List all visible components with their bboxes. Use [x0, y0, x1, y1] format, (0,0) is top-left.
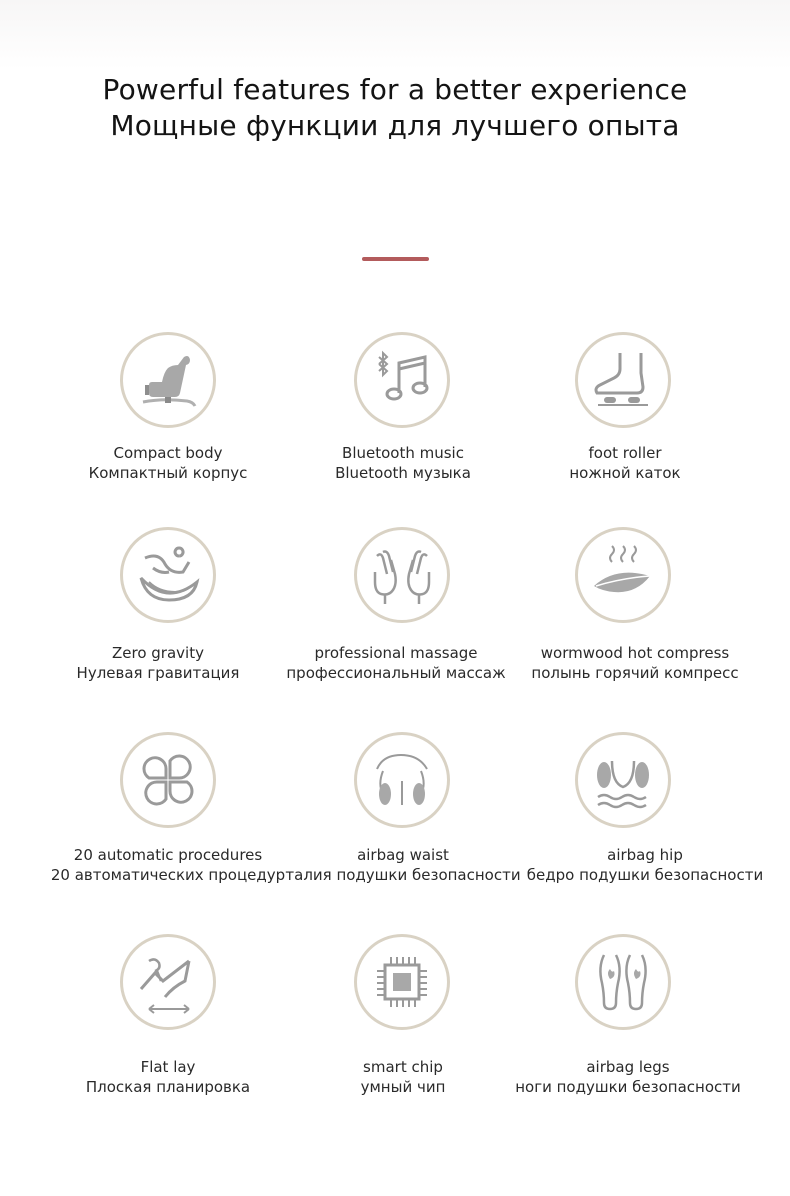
- zero-gravity-icon: [120, 527, 216, 623]
- airbag-waist-icon: [354, 732, 450, 828]
- feature-label-professional-massage: professional massage профессиональный массаж: [286, 644, 506, 682]
- airbag-legs-icon: [575, 934, 671, 1030]
- flat-lay-icon: [120, 934, 216, 1030]
- massage-chair-icon: [120, 332, 216, 428]
- page-title: [0, 72, 790, 144]
- feature-label-compact-body: Compact body Компактный корпус: [88, 444, 248, 482]
- feature-label-wormwood-hot-compress: wormwood hot compress полынь горячий компресс: [531, 644, 739, 682]
- airbag-hip-icon: [575, 732, 671, 828]
- chip-icon: [354, 934, 450, 1030]
- feature-label-airbag-legs: airbag legs ноги подушки безопасности: [515, 1058, 741, 1096]
- wormwood-leaf-icon: [575, 527, 671, 623]
- title-russian: Мощные функции для лучшего опыта: [110, 109, 680, 142]
- feature-label-flat-lay: Flat lay Плоская планировка: [85, 1058, 251, 1096]
- accent-divider: [362, 257, 429, 261]
- feature-label-zero-gravity: Zero gravity Нулевая гравитация: [76, 644, 240, 682]
- four-petal-icon: [120, 732, 216, 828]
- feature-label-bluetooth-music: Bluetooth music Bluetooth музыка: [335, 444, 471, 482]
- bluetooth-music-icon: [354, 332, 450, 428]
- foot-roller-icon: [575, 332, 671, 428]
- feature-label-airbag-hip: airbag hip бедро подушки безопасности: [526, 846, 764, 884]
- feature-label-foot-roller: foot roller ножной каток: [569, 444, 681, 482]
- massage-hands-icon: [354, 527, 450, 623]
- title-english: Powerful features for a better experience: [102, 73, 688, 106]
- top-fade: [0, 0, 790, 70]
- feature-label-automatic-procedures: 20 automatic procedures 20 автоматических процедур: [50, 846, 286, 884]
- feature-label-smart-chip: smart chip умный чип: [360, 1058, 446, 1096]
- feature-label-airbag-waist: airbag waist талия подушки безопасности: [285, 846, 521, 884]
